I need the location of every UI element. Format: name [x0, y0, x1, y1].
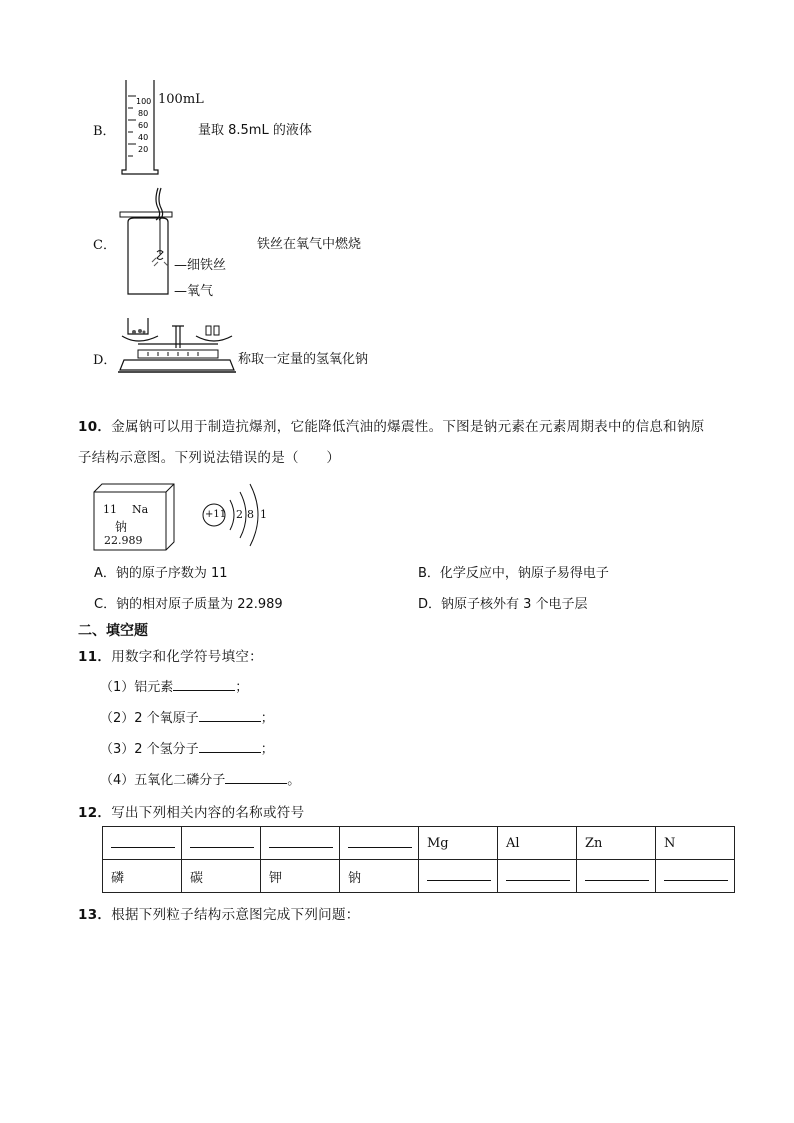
q11-stem	[78, 645, 263, 665]
q10-line2: 子结构示意图。下列说法错误的是（ ）	[78, 450, 341, 466]
q12-cell-r2c1: 磷	[103, 860, 182, 893]
q12-cell-r2c7[interactable]	[577, 860, 656, 893]
q11-item-2: （2）2 个氧原子 ；	[100, 711, 274, 726]
cyl-tick-60: 60	[138, 121, 149, 130]
cylinder-volume-label: 100mL	[158, 92, 204, 107]
option-d-text: 称取一定量的氢氧化钠	[238, 352, 369, 367]
q13-stem	[78, 903, 360, 923]
q12-cell-r1c7: Zn	[577, 827, 656, 860]
q12-cell-r1c1[interactable]	[103, 827, 182, 860]
q11-blank-3[interactable]	[199, 740, 261, 753]
section-2-title: 二、填空题	[78, 623, 148, 639]
q12-cell-r1c6: Al	[498, 827, 577, 860]
q12-cell-r1c8: N	[656, 827, 735, 860]
q13-number: 13．	[78, 907, 112, 923]
iron-wire-label: —细铁丝	[174, 258, 227, 273]
option-c-text: 铁丝在氧气中燃烧	[257, 237, 362, 252]
q12-cell-r1c5: Mg	[419, 827, 498, 860]
cyl-tick-40: 40	[138, 133, 149, 142]
option-b-text: 量取 8.5mL 的液体	[198, 123, 312, 138]
q10-choice-d[interactable]: D．钠原子核外有 3 个电子层	[418, 597, 588, 612]
atom-shell-2: 8	[247, 508, 254, 521]
q12-number: 12．	[78, 805, 112, 821]
oxygen-text: 氧气	[187, 284, 214, 299]
q11-blank-4[interactable]	[225, 771, 287, 784]
option-b-label: B．	[93, 124, 116, 139]
q11-item-1: （1）铝元素 ；	[100, 680, 249, 695]
table-row	[103, 860, 735, 893]
q11-blank-1[interactable]	[173, 678, 235, 691]
q10-choice-a[interactable]: A．钠的原子序数为 11	[94, 566, 228, 581]
q12-cell-r2c3: 钾	[261, 860, 340, 893]
q12-cell-r1c3[interactable]	[261, 827, 340, 860]
q12-text: 写出下列相关内容的名称或符号	[111, 805, 305, 821]
cyl-tick-100: 100	[136, 97, 152, 106]
q11-item-3: （3）2 个氢分子 ；	[100, 742, 274, 757]
balance-figure	[118, 312, 236, 374]
atom-nucleus: +11	[205, 509, 227, 520]
q12-stem	[78, 801, 304, 821]
q12-cell-r1c4[interactable]	[340, 827, 419, 860]
element-symbol: Na	[132, 503, 149, 516]
q10-text1: 金属钠可以用于制造抗爆剂，它能降低汽油的爆震性。下图是钠元素在元素周期表中的信息和钠原	[111, 419, 705, 435]
element-number: 11	[103, 503, 117, 516]
table-row	[103, 827, 735, 860]
q11-text: 用数字和化学符号填空：	[111, 649, 263, 665]
element-name: 钠	[115, 520, 128, 534]
iron-wire-text: 细铁丝	[187, 258, 227, 273]
q10-choice-c[interactable]: C．钠的相对原子质量为 22.989	[94, 597, 283, 612]
q12-cell-r2c6[interactable]	[498, 860, 577, 893]
q11-blank-2[interactable]	[199, 709, 261, 722]
q10-choice-b[interactable]: B．化学反应中，钠原子易得电子	[418, 566, 609, 581]
q11-number: 11．	[78, 649, 112, 665]
q12-cell-r2c8[interactable]	[656, 860, 735, 893]
q12-cell-r1c2[interactable]	[182, 827, 261, 860]
cyl-tick-80: 80	[138, 109, 149, 118]
oxygen-label: —氧气	[174, 284, 214, 299]
q12-table	[102, 826, 735, 893]
atom-shell-1: 2	[236, 508, 243, 521]
cyl-tick-20: 20	[138, 145, 149, 154]
q13-text: 根据下列粒子结构示意图完成下列问题：	[111, 907, 360, 923]
option-d-label: D．	[93, 353, 117, 368]
q10-line1	[78, 415, 705, 435]
q12-cell-r2c2: 碳	[182, 860, 261, 893]
q10-number: 10．	[78, 419, 112, 435]
element-mass: 22.989	[104, 534, 143, 547]
q12-cell-r2c5[interactable]	[419, 860, 498, 893]
option-c-label: C．	[93, 238, 116, 253]
q11-item-4: （4）五氧化二磷分子 。	[100, 773, 301, 788]
atom-shell-3: 1	[260, 508, 267, 521]
q12-cell-r2c4: 钠	[340, 860, 419, 893]
